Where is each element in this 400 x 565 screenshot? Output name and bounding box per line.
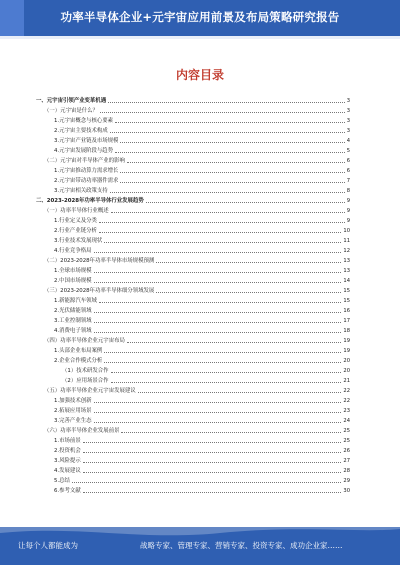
- toc-entry-title: 2.企业合作模式分析: [54, 358, 103, 364]
- toc-entry[interactable]: [36, 286, 350, 296]
- toc-entry-title: 2.中国市场规模: [54, 278, 92, 284]
- toc-entry-title: （三）2023-2028年功率半导体细分领域发展: [44, 288, 155, 294]
- toc-entry-page: 9: [346, 208, 350, 214]
- toc-entry-page: 22: [343, 398, 350, 404]
- toc-entry-page: 18: [343, 328, 350, 334]
- toc-entry-title: 一、元宇宙引领产业变革机遇: [36, 98, 107, 104]
- page-footer: [0, 527, 400, 565]
- toc-leader-dots: [121, 432, 341, 433]
- toc-leader-dots: [94, 312, 342, 313]
- toc-entry[interactable]: [36, 406, 350, 416]
- toc-entry-title: 2.光伏储能领域: [54, 308, 92, 314]
- toc-entry-title: 2.行业产业链分析: [54, 228, 97, 234]
- toc-entry-title: 3.工业控制领域: [54, 318, 92, 324]
- toc-leader-dots: [108, 102, 345, 103]
- toc-leader-dots: [156, 292, 341, 293]
- toc-leader-dots: [83, 452, 342, 453]
- toc-entry-page: 19: [343, 348, 350, 354]
- toc-leader-dots: [83, 472, 342, 473]
- toc-entry-title: 2.元宇宙主要技术构成: [54, 128, 108, 134]
- toc-entry-page: 7: [346, 178, 350, 184]
- toc-entry-page: 25: [343, 438, 350, 444]
- toc-entry-page: 10: [343, 228, 350, 234]
- toc-entry-page: 5: [346, 148, 350, 154]
- toc-leader-dots: [94, 422, 342, 423]
- toc-entry[interactable]: [36, 386, 350, 396]
- footer-slogan: 让每个人都能成为: [18, 541, 78, 550]
- toc-entry-page: 13: [343, 258, 350, 264]
- toc-entry[interactable]: [36, 246, 350, 256]
- toc-entry[interactable]: [36, 116, 350, 126]
- toc-leader-dots: [72, 482, 341, 483]
- toc-leader-dots: [99, 222, 345, 223]
- toc-leader-dots: [94, 412, 342, 413]
- toc-entry-title: 2.投资机会: [54, 448, 81, 454]
- toc-entry[interactable]: [36, 96, 350, 106]
- toc-entry[interactable]: [36, 206, 350, 216]
- toc-entry-page: 3: [346, 118, 350, 124]
- toc-leader-dots: [94, 402, 342, 403]
- toc-entry-title: 4.消费电子领域: [54, 328, 92, 334]
- toc-entry-title: （二）2023-2028年功率半导体市场规模预测: [44, 258, 155, 264]
- toc-entry-page: 21: [343, 378, 350, 384]
- toc-entry-page: 8: [346, 188, 350, 194]
- toc-entry-title: 1.新能源汽车领域: [54, 298, 97, 304]
- toc-entry[interactable]: [36, 236, 350, 246]
- toc-entry[interactable]: [36, 356, 350, 366]
- toc-entry[interactable]: [36, 266, 350, 276]
- toc-entry-page: 15: [343, 298, 350, 304]
- toc-entry-page: 3: [346, 128, 350, 134]
- toc-entry-page: 23: [343, 408, 350, 414]
- toc-entry-title: 4.行业竞争格局: [54, 248, 92, 254]
- toc-entry[interactable]: [36, 456, 350, 466]
- toc-leader-dots: [94, 282, 342, 283]
- toc-leader-dots: [110, 192, 345, 193]
- toc-entry-page: 28: [343, 468, 350, 474]
- toc-leader-dots: [138, 392, 342, 393]
- toc-entry-page: 27: [343, 458, 350, 464]
- footer-roles: 战略专家、管理专家、营销专家、投资专家、成功企业家……: [140, 541, 343, 550]
- toc-leader-dots: [110, 132, 345, 133]
- toc-entry-title: 5.总结: [54, 478, 70, 484]
- toc-entry[interactable]: [36, 106, 350, 116]
- header-stripe: [0, 36, 400, 39]
- toc-entry-title: 4.元宇宙发展阶段与趋势: [54, 148, 114, 154]
- toc-entry-page: 13: [343, 268, 350, 274]
- toc-entry-title: 1.全球市场规模: [54, 268, 92, 274]
- toc-entry-page: 19: [343, 338, 350, 344]
- toc-entry-title: 1.元宇宙概念与核心要素: [54, 118, 114, 124]
- toc-entry-page: 9: [346, 218, 350, 224]
- toc-entry[interactable]: [36, 156, 350, 166]
- page-header: [0, 0, 400, 36]
- toc-leader-dots: [83, 492, 342, 493]
- toc-entry-title: 3.元宇宙产业链及市场规模: [54, 138, 119, 144]
- toc-entry[interactable]: [36, 426, 350, 436]
- toc-entry-page: 29: [343, 478, 350, 484]
- toc-leader-dots: [83, 442, 342, 443]
- toc-entry-title: 1.加强技术创新: [54, 398, 92, 404]
- toc-entry-title: 3.风险提示: [54, 458, 81, 464]
- toc-entry-page: 9: [346, 198, 350, 204]
- toc-entry[interactable]: [36, 336, 350, 346]
- toc-leader-dots: [111, 382, 342, 383]
- toc-entry-page: 20: [343, 358, 350, 364]
- toc-entry-page: 3: [346, 98, 350, 104]
- toc-leader-dots: [104, 362, 341, 363]
- toc-entry-title: （1）技术研发合作: [62, 368, 109, 374]
- toc-entry[interactable]: [36, 186, 350, 196]
- toc-entry-title: （五）功率半导体企业元宇宙发展建议: [44, 388, 136, 394]
- toc-entry-page: 26: [343, 448, 350, 454]
- toc-entry-page: 12: [343, 248, 350, 254]
- toc-entry[interactable]: [36, 126, 350, 136]
- toc-leader-dots: [156, 262, 341, 263]
- toc-entry-title: （六）功率半导体企业发展前景: [44, 428, 120, 434]
- toc-entry[interactable]: [36, 226, 350, 236]
- toc-entry[interactable]: [36, 296, 350, 306]
- toc-entry[interactable]: [36, 416, 350, 426]
- toc-entry-page: 16: [343, 308, 350, 314]
- toc-entry[interactable]: [36, 256, 350, 266]
- toc-leader-dots: [115, 152, 345, 153]
- toc-entry-page: 6: [346, 168, 350, 174]
- toc-entry-title: （一）元宇宙是什么？: [44, 108, 98, 114]
- toc-entry[interactable]: [36, 486, 350, 496]
- toc-entry-title: 二、2023-2028年功率半导体行业发展趋势: [36, 198, 144, 204]
- toc-entry-title: 1.元宇宙推动算力需求增长: [54, 168, 119, 174]
- toc-entry-title: （一）功率半导体行业概述: [44, 208, 109, 214]
- toc-leader-dots: [99, 302, 342, 303]
- toc-entry-title: 2.元宇宙带动功率器件需求: [54, 178, 119, 184]
- toc-entry-title: 3.完善产业生态: [54, 418, 92, 424]
- toc-entry[interactable]: [36, 276, 350, 286]
- toc-entry-page: 30: [343, 488, 350, 494]
- toc-entry-title: 4.发展建议: [54, 468, 81, 474]
- toc-leader-dots: [83, 462, 342, 463]
- toc-entry-page: 6: [346, 158, 350, 164]
- toc-entry-title: 1.头部企业布局案例: [54, 348, 103, 354]
- toc-leader-dots: [94, 252, 342, 253]
- toc-entry[interactable]: [36, 346, 350, 356]
- toc-entry-title: 6.参考文献: [54, 488, 81, 494]
- table-of-contents: [36, 96, 350, 500]
- toc-title: 内容目录: [175, 68, 224, 82]
- toc-entry-title: （二）元宇宙对半导体产业的影响: [44, 158, 125, 164]
- toc-entry[interactable]: [36, 326, 350, 336]
- toc-leader-dots: [111, 372, 342, 373]
- toc-entry-title: （四）功率半导体企业元宇宙布局: [44, 338, 125, 344]
- toc-entry-page: 20: [343, 368, 350, 374]
- toc-entry-title: 3.元宇宙相关政策支持: [54, 188, 108, 194]
- toc-entry[interactable]: [36, 176, 350, 186]
- toc-entry[interactable]: [36, 366, 350, 376]
- toc-leader-dots: [100, 112, 345, 113]
- toc-entry-page: 14: [343, 278, 350, 284]
- toc-entry[interactable]: [36, 446, 350, 456]
- toc-entry[interactable]: [36, 396, 350, 406]
- toc-leader-dots: [146, 202, 345, 203]
- toc-leader-dots: [120, 172, 344, 173]
- toc-entry-title: （2）应用场景合作: [62, 378, 109, 384]
- toc-leader-dots: [99, 232, 342, 233]
- toc-leader-dots: [111, 212, 345, 213]
- toc-entry-title: 1.市场前景: [54, 438, 81, 444]
- toc-leader-dots: [127, 162, 345, 163]
- report-title: 功率半导体企业+元宇宙应用前景及布局策略研究报告: [60, 10, 340, 24]
- toc-entry[interactable]: [36, 316, 350, 326]
- toc-entry[interactable]: [36, 216, 350, 226]
- toc-entry-page: 17: [343, 318, 350, 324]
- toc-entry[interactable]: [36, 376, 350, 386]
- toc-leader-dots: [115, 122, 345, 123]
- toc-entry-page: 25: [343, 428, 350, 434]
- toc-leader-dots: [104, 352, 341, 353]
- toc-leader-dots: [120, 182, 344, 183]
- toc-leader-dots: [94, 332, 342, 333]
- toc-entry[interactable]: [36, 436, 350, 446]
- toc-entry[interactable]: [36, 136, 350, 146]
- toc-leader-dots: [104, 242, 341, 243]
- toc-entry-page: 11: [343, 238, 350, 244]
- toc-entry[interactable]: [36, 476, 350, 486]
- toc-entry-title: 1.行业定义及分类: [54, 218, 97, 224]
- toc-entry-title: 2.拓展应用场景: [54, 408, 92, 414]
- toc-leader-dots: [127, 342, 342, 343]
- toc-leader-dots: [94, 322, 342, 323]
- toc-entry-page: 24: [343, 418, 350, 424]
- toc-entry-title: 3.行业技术发展现状: [54, 238, 103, 244]
- toc-entry-page: 4: [346, 138, 350, 144]
- toc-entry[interactable]: [36, 166, 350, 176]
- toc-leader-dots: [94, 272, 342, 273]
- toc-entry-page: 15: [343, 288, 350, 294]
- toc-entry-page: 22: [343, 388, 350, 394]
- toc-entry[interactable]: [36, 146, 350, 156]
- toc-entry[interactable]: [36, 196, 350, 206]
- toc-entry[interactable]: [36, 306, 350, 316]
- toc-leader-dots: [120, 142, 344, 143]
- toc-entry[interactable]: [36, 466, 350, 476]
- toc-entry-page: 3: [346, 108, 350, 114]
